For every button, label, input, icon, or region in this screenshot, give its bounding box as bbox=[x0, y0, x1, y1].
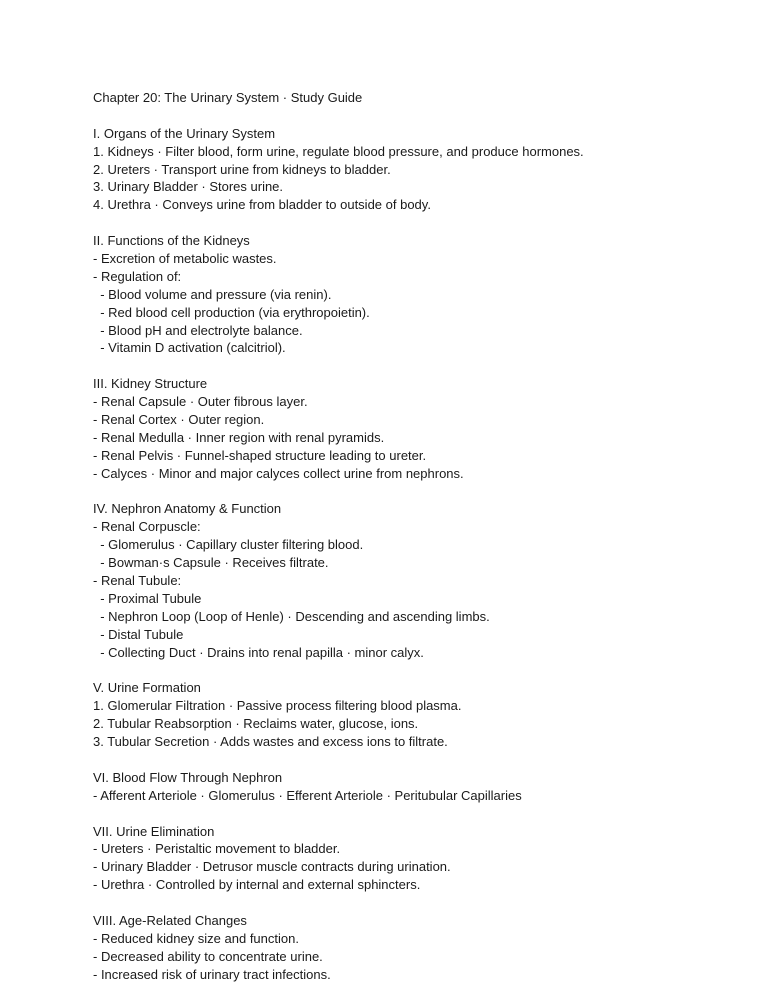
section bbox=[93, 375, 753, 482]
list-item: 1. Glomerular Filtration · Passive process filtering blood plasma. bbox=[93, 698, 462, 714]
list-item: - Regulation of: bbox=[93, 268, 182, 284]
list-item: 2. Ureters · Transport urine from kidneys to bladder. bbox=[93, 161, 391, 177]
list-item: - Urethra · Controlled by internal and external sphincters. bbox=[93, 877, 421, 893]
list-item: - Blood pH and electrolyte balance. bbox=[93, 322, 303, 338]
section-heading: V. Urine Formation bbox=[93, 680, 201, 696]
list-item: - Distal Tubule bbox=[93, 626, 184, 642]
list-item: - Collecting Duct · Drains into renal papilla · minor calyx. bbox=[93, 644, 424, 660]
list-item: 3. Urinary Bladder · Stores urine. bbox=[93, 179, 284, 195]
section bbox=[93, 232, 753, 357]
section bbox=[93, 912, 753, 984]
document-title: Chapter 20: The Urinary System · Study Guide bbox=[93, 90, 363, 105]
list-item: - Red blood cell production (via erythropoietin). bbox=[93, 304, 370, 320]
list-item: - Increased risk of urinary tract infections. bbox=[93, 966, 331, 982]
list-item: - Vitamin D activation (calcitriol). bbox=[93, 340, 286, 356]
list-item: - Afferent Arteriole · Glomerulus · Efferent Arteriole · Peritubular Capillaries bbox=[93, 787, 522, 803]
list-item: - Nephron Loop (Loop of Henle) · Descending and ascending limbs. bbox=[93, 608, 490, 624]
list-item: - Calyces · Minor and major calyces collect urine from nephrons. bbox=[93, 465, 464, 481]
section bbox=[93, 823, 753, 895]
list-item: - Renal Medulla · Inner region with renal pyramids. bbox=[93, 429, 385, 445]
section-heading: VIII. Age-Related Changes bbox=[93, 912, 247, 928]
section-spacer bbox=[93, 662, 753, 680]
list-item: - Urinary Bladder · Detrusor muscle contracts during urination. bbox=[93, 859, 451, 875]
section-spacer bbox=[93, 483, 753, 501]
list-item: - Excretion of metabolic wastes. bbox=[93, 251, 277, 267]
section-heading: II. Functions of the Kidneys bbox=[93, 233, 250, 249]
list-item: - Bowman·s Capsule · Receives filtrate. bbox=[93, 555, 329, 571]
section bbox=[93, 679, 753, 751]
section-spacer bbox=[93, 357, 753, 375]
list-item: - Proximal Tubule bbox=[93, 590, 202, 606]
section-spacer bbox=[93, 894, 753, 912]
section-heading: VI. Blood Flow Through Nephron bbox=[93, 769, 283, 785]
list-item: - Ureters · Peristaltic movement to bladder. bbox=[93, 841, 341, 857]
study-guide-document bbox=[93, 89, 753, 984]
list-item: - Blood volume and pressure (via renin). bbox=[93, 286, 332, 302]
section bbox=[93, 500, 753, 661]
section bbox=[93, 769, 753, 805]
section-spacer bbox=[93, 751, 753, 769]
section-heading: III. Kidney Structure bbox=[93, 376, 208, 392]
list-item: - Reduced kidney size and function. bbox=[93, 930, 299, 946]
section-spacer bbox=[93, 107, 753, 125]
list-item: 1. Kidneys · Filter blood, form urine, regulate blood pressure, and produce hormones. bbox=[93, 143, 584, 159]
section-heading: IV. Nephron Anatomy & Function bbox=[93, 501, 282, 517]
section bbox=[93, 125, 753, 214]
section-heading: I. Organs of the Urinary System bbox=[93, 125, 276, 141]
list-item: - Renal Tubule: bbox=[93, 573, 182, 589]
list-item: 4. Urethra · Conveys urine from bladder to outside of body. bbox=[93, 197, 431, 213]
list-item: 3. Tubular Secretion · Adds wastes and excess ions to filtrate. bbox=[93, 734, 448, 750]
list-item: - Glomerulus · Capillary cluster filtering blood. bbox=[93, 537, 364, 553]
sections-container bbox=[93, 107, 753, 984]
list-item: - Renal Capsule · Outer fibrous layer. bbox=[93, 394, 308, 410]
section-heading: VII. Urine Elimination bbox=[93, 823, 215, 839]
section-spacer bbox=[93, 805, 753, 823]
section-spacer bbox=[93, 214, 753, 232]
list-item: - Renal Corpuscle: bbox=[93, 519, 201, 535]
list-item: - Renal Pelvis · Funnel-shaped structure leading to ureter. bbox=[93, 447, 427, 463]
list-item: - Decreased ability to concentrate urine. bbox=[93, 948, 323, 964]
list-item: - Renal Cortex · Outer region. bbox=[93, 412, 265, 428]
list-item: 2. Tubular Reabsorption · Reclaims water, glucose, ions. bbox=[93, 716, 419, 732]
